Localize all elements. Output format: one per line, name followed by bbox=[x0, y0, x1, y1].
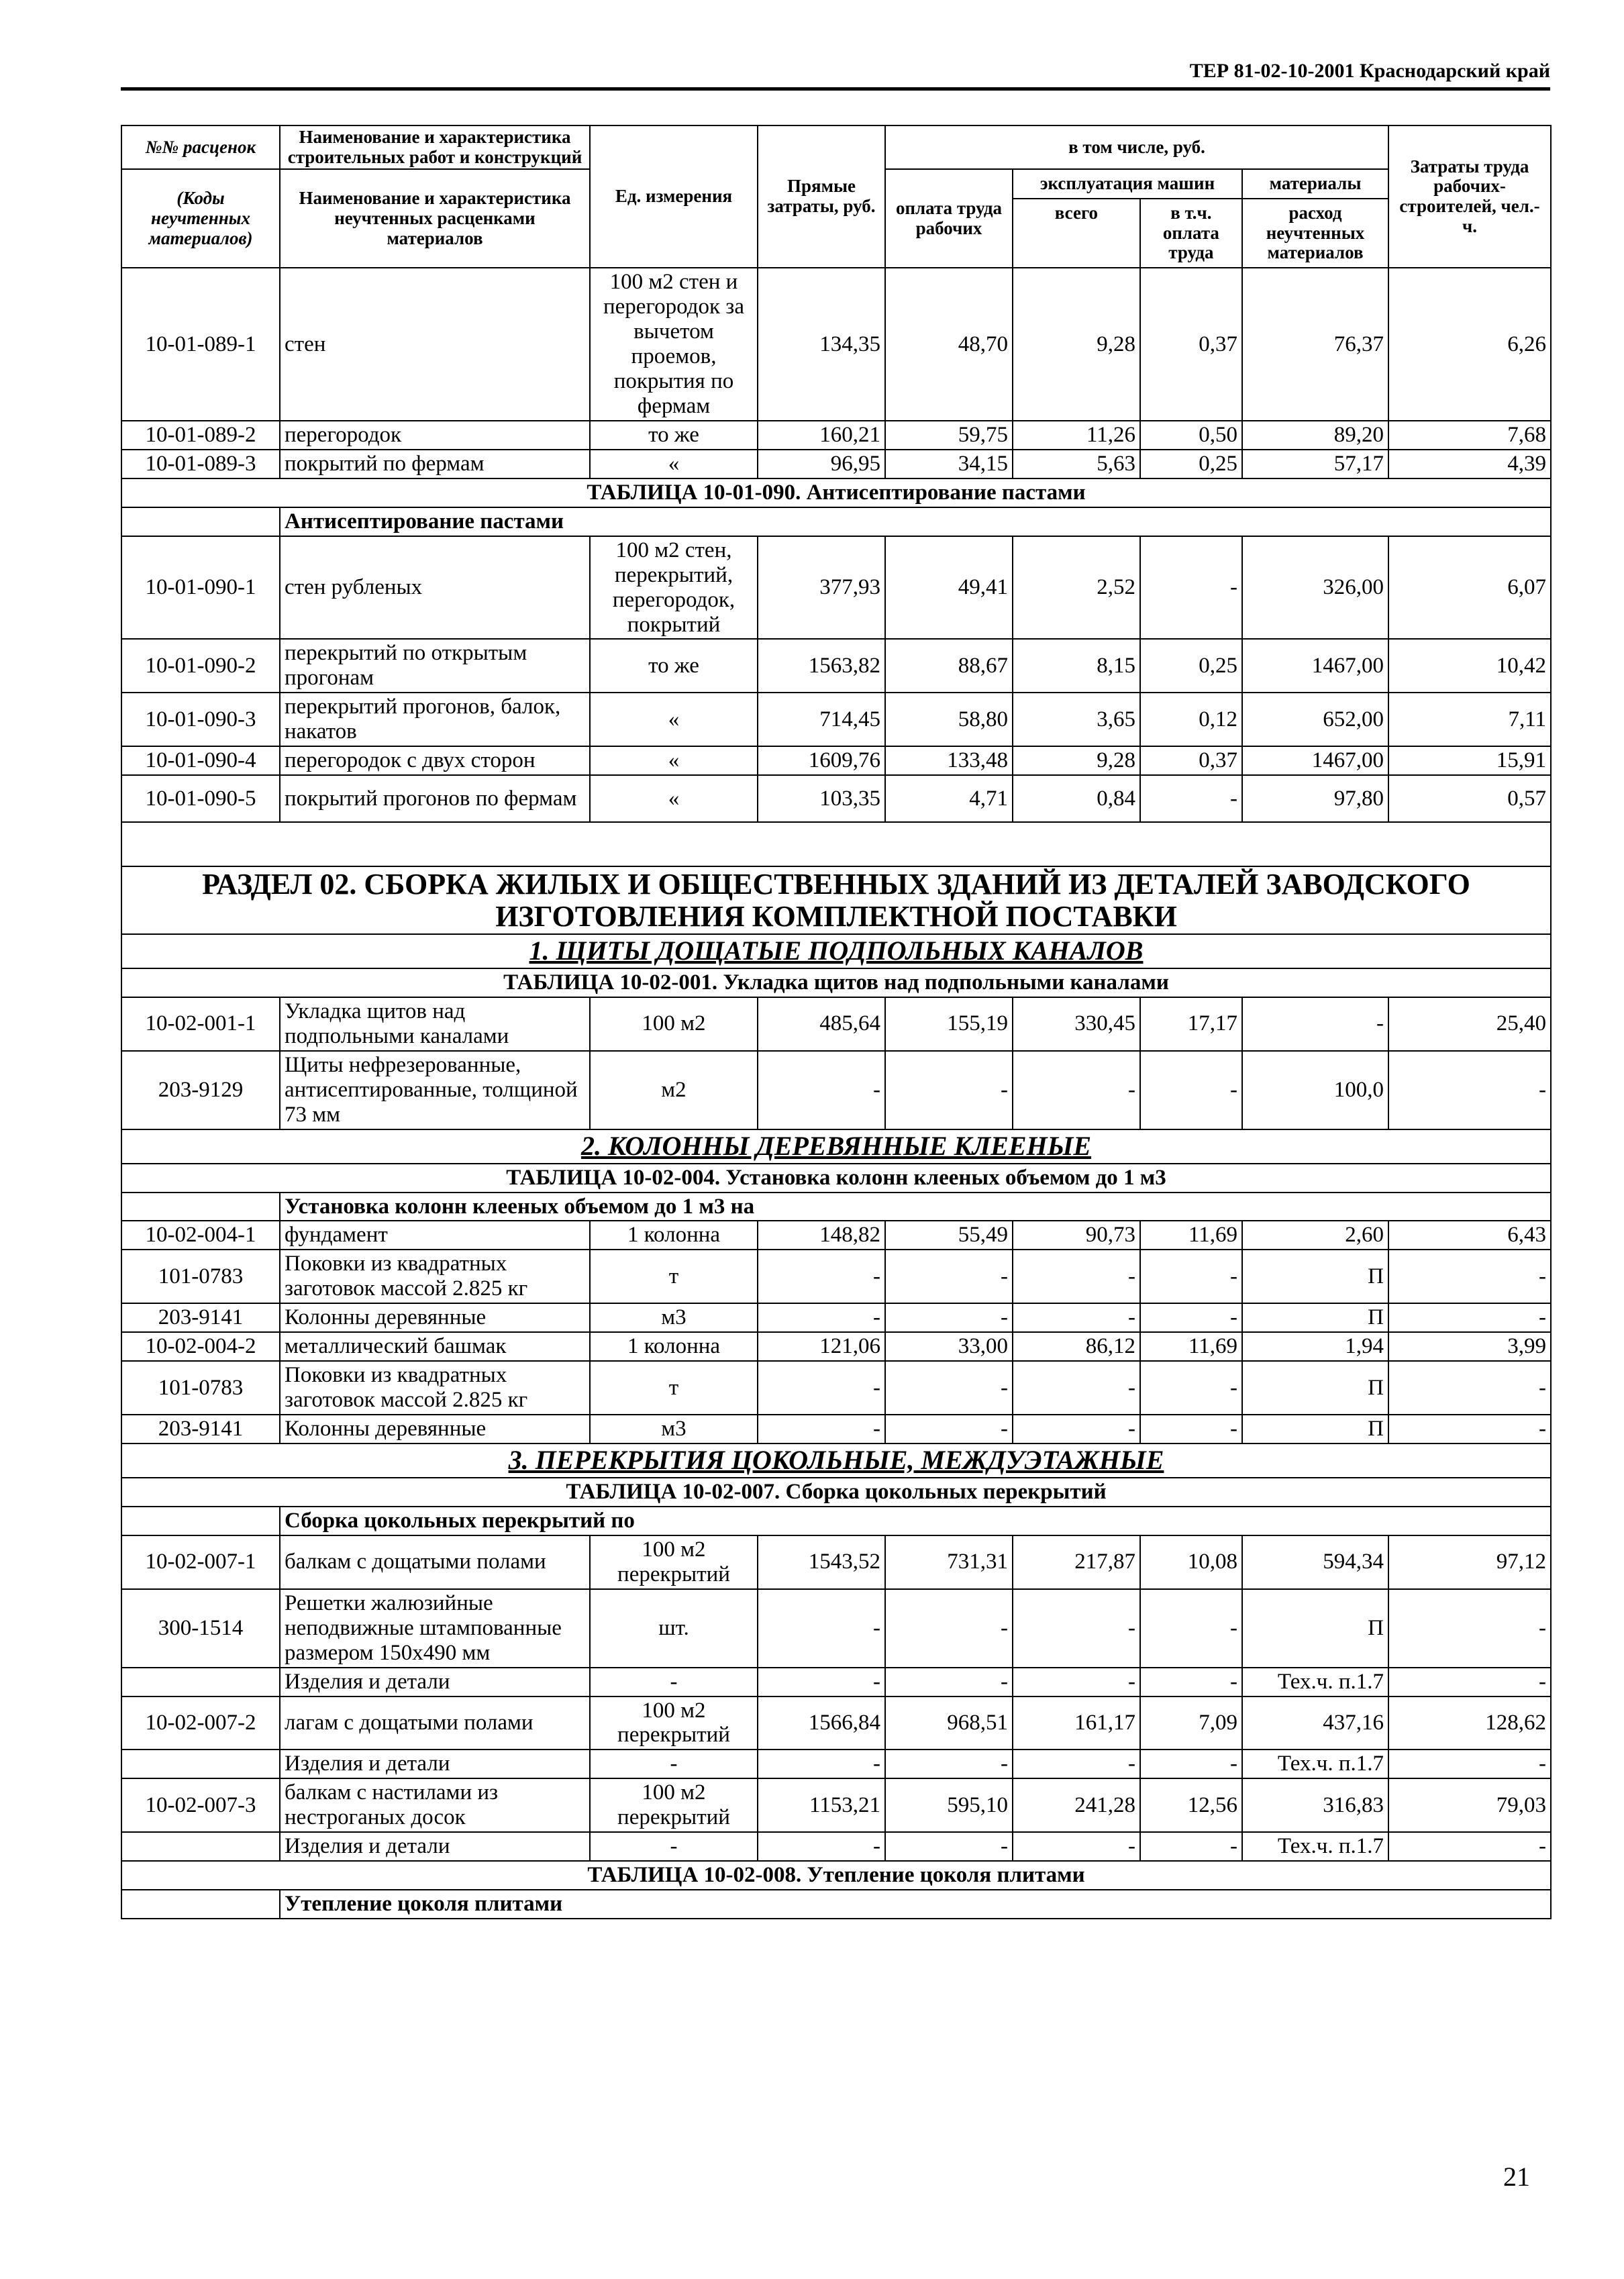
table-row bbox=[121, 1221, 1551, 1250]
rate-code bbox=[121, 1668, 280, 1696]
materials: 594,34 bbox=[1242, 1535, 1388, 1589]
unit: « bbox=[590, 746, 758, 775]
machines-labor-pay: - bbox=[1140, 1250, 1242, 1303]
table-title bbox=[121, 968, 1551, 997]
table-title bbox=[121, 478, 1551, 507]
work-name: Укладка щитов над подпольными каналами bbox=[280, 997, 590, 1051]
work-name: Колонны деревянные bbox=[280, 1303, 590, 1332]
col-machines-header bbox=[1013, 169, 1242, 268]
machines-labor-pay: 17,17 bbox=[1140, 997, 1242, 1051]
materials: 326,00 bbox=[1242, 536, 1388, 640]
col-name-header: Наименование и характеристика строительных работ и конструкций bbox=[280, 125, 590, 169]
materials: 1,94 bbox=[1242, 1332, 1388, 1361]
group-row bbox=[121, 1890, 1551, 1919]
subsection-title bbox=[121, 934, 1551, 968]
machines-total: 11,26 bbox=[1013, 421, 1140, 450]
group-caption: Антисептирование пастами bbox=[280, 507, 1551, 536]
materials: 89,20 bbox=[1242, 421, 1388, 450]
materials: П bbox=[1242, 1589, 1388, 1668]
unit: 1 колонна bbox=[590, 1221, 758, 1250]
direct-cost: - bbox=[758, 1361, 885, 1415]
unit: 100 м2 перекрытий bbox=[590, 1535, 758, 1589]
labor-pay: 34,15 bbox=[885, 450, 1013, 478]
labor-pay: - bbox=[885, 1250, 1013, 1303]
labor-hours: - bbox=[1388, 1250, 1551, 1303]
table-row bbox=[121, 639, 1551, 693]
subsection-title bbox=[121, 1444, 1551, 1478]
machines-labor-pay: - bbox=[1140, 1589, 1242, 1668]
direct-cost: - bbox=[758, 1832, 885, 1861]
table-row bbox=[121, 536, 1551, 640]
materials: П bbox=[1242, 1415, 1388, 1444]
machines-labor-pay: - bbox=[1140, 1668, 1242, 1696]
machines-total: 5,63 bbox=[1013, 450, 1140, 478]
direct-cost: - bbox=[758, 1303, 885, 1332]
work-name: Решетки жалюзийные неподвижные штампованные размером 150х490 мм bbox=[280, 1589, 590, 1668]
table-row bbox=[121, 1250, 1551, 1303]
table-row bbox=[121, 1696, 1551, 1750]
machines-total: 8,15 bbox=[1013, 639, 1140, 693]
labor-pay: 58,80 bbox=[885, 693, 1013, 746]
col-code-header: №№ расценок bbox=[121, 125, 280, 169]
col-name-sub-header: Наименование и характеристика неучтенных расценками материалов bbox=[280, 169, 590, 268]
rate-code: 10-01-090-4 bbox=[121, 746, 280, 775]
machines-total: 0,84 bbox=[1013, 775, 1140, 822]
direct-cost: - bbox=[758, 1250, 885, 1303]
col-unit-header: Ед. измерения bbox=[590, 125, 758, 268]
group-row bbox=[121, 1507, 1551, 1535]
rate-code: 203-9129 bbox=[121, 1051, 280, 1129]
machines-total: - bbox=[1013, 1415, 1140, 1444]
table-row bbox=[121, 1303, 1551, 1332]
materials: П bbox=[1242, 1303, 1388, 1332]
direct-cost: 160,21 bbox=[758, 421, 885, 450]
group-caption: Сборка цокольных перекрытий по bbox=[280, 1507, 1551, 1535]
direct-cost: - bbox=[758, 1668, 885, 1696]
section-title-cell: РАЗДЕЛ 02. СБОРКА ЖИЛЫХ И ОБЩЕСТВЕННЫХ ЗДАНИЙ ИЗ ДЕТАЛЕЙ ЗАВОДСКОГО ИЗГОТОВЛЕНИЯ КОМПЛЕКТНОЙ ПОСТАВКИ bbox=[121, 866, 1551, 934]
machines-total: 241,28 bbox=[1013, 1778, 1140, 1832]
rate-code: 10-02-004-1 bbox=[121, 1221, 280, 1250]
labor-pay: 595,10 bbox=[885, 1778, 1013, 1832]
labor-pay: - bbox=[885, 1832, 1013, 1861]
labor-hours: 7,11 bbox=[1388, 693, 1551, 746]
direct-cost: 1563,82 bbox=[758, 639, 885, 693]
unit: то же bbox=[590, 421, 758, 450]
direct-cost: 1153,21 bbox=[758, 1778, 885, 1832]
subsection-title-cell: 1. ЩИТЫ ДОЩАТЫЕ ПОДПОЛЬНЫХ КАНАЛОВ bbox=[121, 934, 1551, 968]
direct-cost: 485,64 bbox=[758, 997, 885, 1051]
table-row bbox=[121, 450, 1551, 478]
unit: м3 bbox=[590, 1415, 758, 1444]
machines-labor-pay: - bbox=[1140, 1415, 1242, 1444]
empty-code bbox=[121, 1193, 280, 1221]
spacer-row-cell bbox=[121, 822, 1551, 866]
table-row bbox=[121, 1051, 1551, 1129]
work-name: балкам с дощатыми полами bbox=[280, 1535, 590, 1589]
direct-cost: 714,45 bbox=[758, 693, 885, 746]
table-row bbox=[121, 746, 1551, 775]
machines-total: - bbox=[1013, 1750, 1140, 1778]
materials: П bbox=[1242, 1361, 1388, 1415]
direct-cost: - bbox=[758, 1750, 885, 1778]
machines-total: - bbox=[1013, 1668, 1140, 1696]
machines-labor-pay: 0,12 bbox=[1140, 693, 1242, 746]
machines-total: 330,45 bbox=[1013, 997, 1140, 1051]
subsection-title-cell: 2. КОЛОННЫ ДЕРЕВЯННЫЕ КЛЕЕНЫЕ bbox=[121, 1129, 1551, 1164]
machines-labor-pay: - bbox=[1140, 536, 1242, 640]
table-title-cell: ТАБЛИЦА 10-02-004. Установка колонн клееных объемом до 1 м3 bbox=[121, 1164, 1551, 1193]
unit: « bbox=[590, 693, 758, 746]
machines-labor-pay: 0,25 bbox=[1140, 639, 1242, 693]
machines-labor-pay: - bbox=[1140, 1051, 1242, 1129]
machines-labor-pay: 0,37 bbox=[1140, 746, 1242, 775]
table-row bbox=[121, 775, 1551, 822]
materials-sub: расход неучтенных материалов bbox=[1266, 203, 1365, 263]
labor-hours: - bbox=[1388, 1750, 1551, 1778]
machines-labor-pay: - bbox=[1140, 1361, 1242, 1415]
labor-pay: 968,51 bbox=[885, 1696, 1013, 1750]
unit: « bbox=[590, 775, 758, 822]
labor-hours: 25,40 bbox=[1388, 997, 1551, 1051]
labor-pay: - bbox=[885, 1589, 1013, 1668]
unit: т bbox=[590, 1361, 758, 1415]
direct-cost: 96,95 bbox=[758, 450, 885, 478]
work-name: Поковки из квадратных заготовок массой 2.825 кг bbox=[280, 1361, 590, 1415]
machines-all: всего bbox=[1054, 203, 1099, 223]
subsection-title bbox=[121, 1129, 1551, 1164]
machines-total: 161,17 bbox=[1013, 1696, 1140, 1750]
col-direct-header: Прямые затраты, руб. bbox=[758, 125, 885, 268]
machines-title: эксплуатация машин bbox=[1013, 170, 1241, 199]
machines-labor-pay: - bbox=[1140, 775, 1242, 822]
materials: 1467,00 bbox=[1242, 639, 1388, 693]
work-name: Колонны деревянные bbox=[280, 1415, 590, 1444]
labor-pay: - bbox=[885, 1750, 1013, 1778]
labor-pay: - bbox=[885, 1051, 1013, 1129]
rate-code bbox=[121, 1750, 280, 1778]
unit: то же bbox=[590, 639, 758, 693]
materials: Тех.ч. п.1.7 bbox=[1242, 1750, 1388, 1778]
materials: 437,16 bbox=[1242, 1696, 1388, 1750]
work-name: покрытий по фермам bbox=[280, 450, 590, 478]
col-labor-pay-header: оплата труда рабочих bbox=[885, 169, 1013, 268]
unit: м3 bbox=[590, 1303, 758, 1332]
work-name: лагам с дощатыми полами bbox=[280, 1696, 590, 1750]
unit: т bbox=[590, 1250, 758, 1303]
direct-cost: 134,35 bbox=[758, 268, 885, 421]
machines-total: 217,87 bbox=[1013, 1535, 1140, 1589]
section-title bbox=[121, 866, 1551, 934]
unit: - bbox=[590, 1750, 758, 1778]
rate-code: 10-02-007-1 bbox=[121, 1535, 280, 1589]
unit: - bbox=[590, 1832, 758, 1861]
labor-pay: - bbox=[885, 1668, 1013, 1696]
rate-code: 101-0783 bbox=[121, 1250, 280, 1303]
materials: 97,80 bbox=[1242, 775, 1388, 822]
work-name: стен рубленых bbox=[280, 536, 590, 640]
labor-hours: 6,26 bbox=[1388, 268, 1551, 421]
machines-total: - bbox=[1013, 1832, 1140, 1861]
rate-code: 203-9141 bbox=[121, 1303, 280, 1332]
machines-labor-pay: - bbox=[1140, 1303, 1242, 1332]
work-name: покрытий прогонов по фермам bbox=[280, 775, 590, 822]
rate-code: 300-1514 bbox=[121, 1589, 280, 1668]
table-row bbox=[121, 1361, 1551, 1415]
table-title-cell: ТАБЛИЦА 10-02-007. Сборка цокольных перекрытий bbox=[121, 1478, 1551, 1507]
work-name: перекрытий по открытым прогонам bbox=[280, 639, 590, 693]
machines-total: - bbox=[1013, 1051, 1140, 1129]
materials: П bbox=[1242, 1250, 1388, 1303]
machines-total: 2,52 bbox=[1013, 536, 1140, 640]
machines-labor-pay: 0,37 bbox=[1140, 268, 1242, 421]
unit: 100 м2 перекрытий bbox=[590, 1696, 758, 1750]
machines-labor-pay: - bbox=[1140, 1750, 1242, 1778]
labor-hours: - bbox=[1388, 1361, 1551, 1415]
spacer-row bbox=[121, 822, 1551, 866]
direct-cost: - bbox=[758, 1051, 885, 1129]
labor-pay: 731,31 bbox=[885, 1535, 1013, 1589]
materials: 76,37 bbox=[1242, 268, 1388, 421]
labor-hours: 7,68 bbox=[1388, 421, 1551, 450]
machines-total: - bbox=[1013, 1250, 1140, 1303]
rate-code: 10-02-004-2 bbox=[121, 1332, 280, 1361]
labor-hours: 128,62 bbox=[1388, 1696, 1551, 1750]
rate-code: 10-02-007-3 bbox=[121, 1778, 280, 1832]
labor-pay: 49,41 bbox=[885, 536, 1013, 640]
unit: шт. bbox=[590, 1589, 758, 1668]
labor-pay: 88,67 bbox=[885, 639, 1013, 693]
labor-hours: - bbox=[1388, 1415, 1551, 1444]
group-caption: Утепление цоколя плитами bbox=[280, 1890, 1551, 1919]
work-name: фундамент bbox=[280, 1221, 590, 1250]
table-title bbox=[121, 1478, 1551, 1507]
table-title bbox=[121, 1861, 1551, 1890]
work-name: Изделия и детали bbox=[280, 1750, 590, 1778]
machines-labor-pay: 12,56 bbox=[1140, 1778, 1242, 1832]
work-name: Поковки из квадратных заготовок массой 2.825 кг bbox=[280, 1250, 590, 1303]
labor-pay: 59,75 bbox=[885, 421, 1013, 450]
machines-total: 3,65 bbox=[1013, 693, 1140, 746]
col-labor-cost-header: Затраты труда рабочих-строителей, чел.-ч. bbox=[1388, 125, 1551, 268]
work-name: перегородок с двух сторон bbox=[280, 746, 590, 775]
rate-code: 10-02-007-2 bbox=[121, 1696, 280, 1750]
machines-labor-pay: 0,25 bbox=[1140, 450, 1242, 478]
unit: 100 м2 стен, перекрытий, перегородок, покрытий bbox=[590, 536, 758, 640]
labor-pay: 133,48 bbox=[885, 746, 1013, 775]
table-title-cell: ТАБЛИЦА 10-02-001. Укладка щитов над подпольными каналами bbox=[121, 968, 1551, 997]
page-number: 21 bbox=[1503, 2162, 1530, 2192]
table-row bbox=[121, 693, 1551, 746]
machines-labor-pay: 10,08 bbox=[1140, 1535, 1242, 1589]
table-row bbox=[121, 1778, 1551, 1832]
labor-pay: 4,71 bbox=[885, 775, 1013, 822]
table-row bbox=[121, 1535, 1551, 1589]
table-row bbox=[121, 1832, 1551, 1861]
machines-subcols bbox=[1013, 199, 1241, 267]
materials: Тех.ч. п.1.7 bbox=[1242, 1832, 1388, 1861]
rate-code: 203-9141 bbox=[121, 1415, 280, 1444]
unit: 100 м2 bbox=[590, 997, 758, 1051]
materials: Тех.ч. п.1.7 bbox=[1242, 1668, 1388, 1696]
rate-code: 10-02-001-1 bbox=[121, 997, 280, 1051]
direct-cost: 121,06 bbox=[758, 1332, 885, 1361]
machines-total: - bbox=[1013, 1303, 1140, 1332]
table-row bbox=[121, 1415, 1551, 1444]
group-row bbox=[121, 507, 1551, 536]
work-name: Изделия и детали bbox=[280, 1668, 590, 1696]
unit: м2 bbox=[590, 1051, 758, 1129]
direct-cost: 1543,52 bbox=[758, 1535, 885, 1589]
direct-cost: 377,93 bbox=[758, 536, 885, 640]
materials: 1467,00 bbox=[1242, 746, 1388, 775]
empty-code bbox=[121, 507, 280, 536]
materials: 652,00 bbox=[1242, 693, 1388, 746]
labor-hours: 6,43 bbox=[1388, 1221, 1551, 1250]
subsection-title-cell: 3. ПЕРЕКРЫТИЯ ЦОКОЛЬНЫЕ, МЕЖДУЭТАЖНЫЕ bbox=[121, 1444, 1551, 1478]
work-name: Щиты нефрезерованные, антисептированные, толщиной 73 мм bbox=[280, 1051, 590, 1129]
unit: « bbox=[590, 450, 758, 478]
table-title bbox=[121, 1164, 1551, 1193]
labor-hours: 15,91 bbox=[1388, 746, 1551, 775]
labor-hours: 79,03 bbox=[1388, 1778, 1551, 1832]
machines-total: 9,28 bbox=[1013, 268, 1140, 421]
work-name: Изделия и детали bbox=[280, 1832, 590, 1861]
direct-cost: 148,82 bbox=[758, 1221, 885, 1250]
direct-cost: - bbox=[758, 1589, 885, 1668]
col-code-sub-header: (Коды неучтенных материалов) bbox=[121, 169, 280, 268]
unit: 100 м2 стен и перегородок за вычетом проемов, покрытия по фермам bbox=[590, 268, 758, 421]
labor-hours: 97,12 bbox=[1388, 1535, 1551, 1589]
machines-labor-pay: 11,69 bbox=[1140, 1221, 1242, 1250]
direct-cost: - bbox=[758, 1415, 885, 1444]
unit: - bbox=[590, 1668, 758, 1696]
header-rule bbox=[121, 87, 1550, 91]
table-row bbox=[121, 1332, 1551, 1361]
materials: 316,83 bbox=[1242, 1778, 1388, 1832]
table-row bbox=[121, 1589, 1551, 1668]
unit: 100 м2 перекрытий bbox=[590, 1778, 758, 1832]
table-header-row bbox=[121, 125, 1551, 169]
machines-total: 9,28 bbox=[1013, 746, 1140, 775]
machines-labor-pay: 11,69 bbox=[1140, 1332, 1242, 1361]
materials-title: материалы bbox=[1243, 170, 1388, 199]
labor-hours: - bbox=[1388, 1589, 1551, 1668]
direct-cost: 1609,76 bbox=[758, 746, 885, 775]
labor-hours: 3,99 bbox=[1388, 1332, 1551, 1361]
materials: 100,0 bbox=[1242, 1051, 1388, 1129]
rate-code: 10-01-089-2 bbox=[121, 421, 280, 450]
machines-labor: в т.ч. оплата труда bbox=[1139, 199, 1241, 267]
machines-total: - bbox=[1013, 1589, 1140, 1668]
machines-labor-pay: - bbox=[1140, 1832, 1242, 1861]
labor-pay: 33,00 bbox=[885, 1332, 1013, 1361]
machines-labor-pay: 0,50 bbox=[1140, 421, 1242, 450]
labor-hours: 10,42 bbox=[1388, 639, 1551, 693]
rate-code bbox=[121, 1832, 280, 1861]
materials: 2,60 bbox=[1242, 1221, 1388, 1250]
rate-code: 10-01-089-1 bbox=[121, 268, 280, 421]
col-incl-header: в том числе, руб. bbox=[885, 125, 1388, 169]
direct-cost: 103,35 bbox=[758, 775, 885, 822]
table-title-cell: ТАБЛИЦА 10-01-090. Антисептирование пастами bbox=[121, 478, 1551, 507]
work-name: балкам с настилами из нестроганых досок bbox=[280, 1778, 590, 1832]
rate-code: 10-01-090-2 bbox=[121, 639, 280, 693]
machines-total: - bbox=[1013, 1361, 1140, 1415]
labor-pay: 48,70 bbox=[885, 268, 1013, 421]
work-name: перекрытий прогонов, балок, накатов bbox=[280, 693, 590, 746]
rate-code: 101-0783 bbox=[121, 1361, 280, 1415]
table-row bbox=[121, 268, 1551, 421]
labor-hours: - bbox=[1388, 1051, 1551, 1129]
work-name: стен bbox=[280, 268, 590, 421]
table-row bbox=[121, 1668, 1551, 1696]
machines-total: 86,12 bbox=[1013, 1332, 1140, 1361]
rate-code: 10-01-090-5 bbox=[121, 775, 280, 822]
labor-pay: 55,49 bbox=[885, 1221, 1013, 1250]
rate-code: 10-01-090-3 bbox=[121, 693, 280, 746]
document-header: ТЕР 81-02-10-2001 Краснодарский край bbox=[1189, 60, 1550, 82]
table-row bbox=[121, 421, 1551, 450]
rate-code: 10-01-089-3 bbox=[121, 450, 280, 478]
table-title-cell: ТАБЛИЦА 10-02-008. Утепление цоколя плитами bbox=[121, 1861, 1551, 1890]
labor-pay: 155,19 bbox=[885, 997, 1013, 1051]
rates-table bbox=[121, 125, 1552, 1919]
labor-hours: - bbox=[1388, 1668, 1551, 1696]
materials: - bbox=[1242, 997, 1388, 1051]
group-row bbox=[121, 1193, 1551, 1221]
machines-labor-pay: 7,09 bbox=[1140, 1696, 1242, 1750]
empty-code bbox=[121, 1890, 280, 1919]
table-row bbox=[121, 997, 1551, 1051]
work-name: перегородок bbox=[280, 421, 590, 450]
group-caption: Установка колонн клееных объемом до 1 м3 на bbox=[280, 1193, 1551, 1221]
direct-cost: 1566,84 bbox=[758, 1696, 885, 1750]
labor-pay: - bbox=[885, 1361, 1013, 1415]
labor-hours: 6,07 bbox=[1388, 536, 1551, 640]
labor-hours: - bbox=[1388, 1303, 1551, 1332]
unit: 1 колонна bbox=[590, 1332, 758, 1361]
rate-code: 10-01-090-1 bbox=[121, 536, 280, 640]
work-name: металлический башмак bbox=[280, 1332, 590, 1361]
empty-code bbox=[121, 1507, 280, 1535]
labor-hours: 0,57 bbox=[1388, 775, 1551, 822]
labor-hours: - bbox=[1388, 1832, 1551, 1861]
materials: 57,17 bbox=[1242, 450, 1388, 478]
labor-hours: 4,39 bbox=[1388, 450, 1551, 478]
machines-total: 90,73 bbox=[1013, 1221, 1140, 1250]
col-materials-header bbox=[1242, 169, 1388, 268]
table-row bbox=[121, 1750, 1551, 1778]
labor-pay: - bbox=[885, 1303, 1013, 1332]
labor-pay: - bbox=[885, 1415, 1013, 1444]
